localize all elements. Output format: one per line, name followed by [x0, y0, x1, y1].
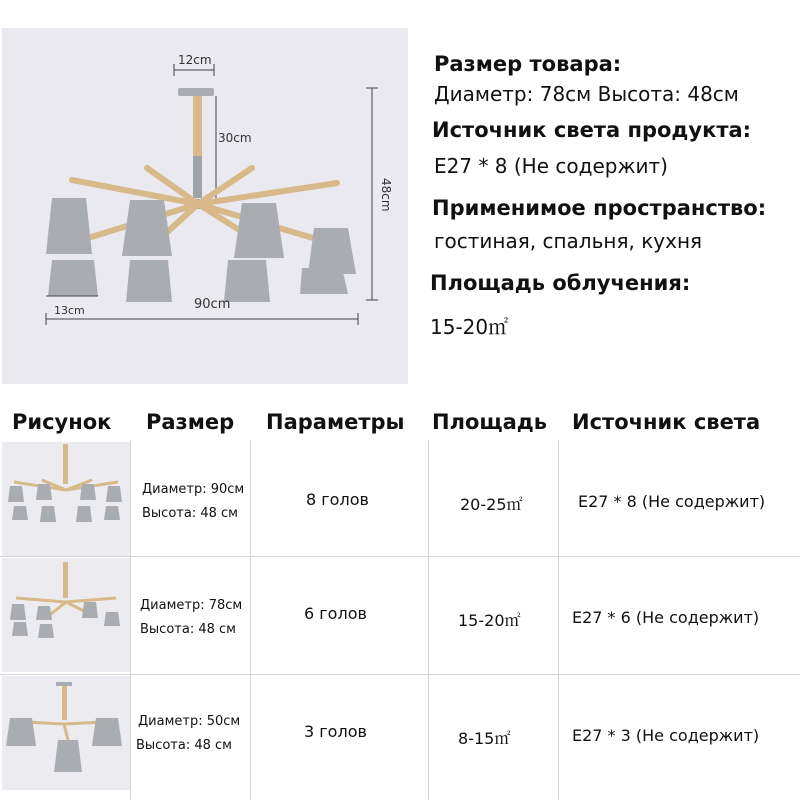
header-size: Размер	[146, 410, 235, 434]
product-thumbnail	[2, 676, 130, 790]
dim-height-label: 48cm	[379, 178, 393, 212]
area-value: 15-20㎡	[430, 315, 509, 339]
header-light-source: Источник света	[572, 410, 761, 434]
row-area: 8-15㎡	[458, 729, 511, 748]
table-row	[0, 676, 800, 792]
table-row	[0, 442, 800, 558]
light-source-heading: Источник света продукта:	[432, 118, 752, 142]
row-light: E27 * 3 (Не содержит)	[572, 726, 760, 745]
dim-top-label: 12cm	[178, 53, 212, 67]
row-area: 20-25㎡	[460, 495, 523, 514]
row-heads: 3 голов	[304, 722, 367, 741]
row-diameter: Диаметр: 90см	[142, 482, 245, 497]
dim-shade-label: 13cm	[54, 304, 85, 317]
row-heads: 6 голов	[304, 604, 367, 623]
dim-rod-label: 30cm	[218, 131, 252, 145]
size-heading: Размер товара:	[434, 52, 622, 76]
product-thumbnail	[2, 442, 130, 556]
header-params: Параметры	[266, 410, 405, 434]
table-row	[0, 558, 800, 674]
variants-table	[0, 410, 800, 800]
header-area: Площадь	[432, 410, 548, 434]
area-heading: Площадь облучения:	[430, 271, 691, 295]
light-source-value: E27 * 8 (Не содержит)	[434, 154, 668, 178]
header-picture: Рисунок	[12, 410, 112, 434]
row-diameter: Диаметр: 50см	[138, 714, 241, 729]
row-height: Высота: 48 см	[142, 506, 238, 521]
row-light: E27 * 8 (Не содержит)	[578, 492, 766, 511]
row-heads: 8 голов	[306, 490, 369, 509]
row-height: Высота: 48 см	[140, 622, 236, 637]
product-thumbnail	[2, 558, 130, 672]
size-value: Диаметр: 78см Высота: 48см	[434, 82, 739, 106]
row-area: 15-20㎡	[458, 611, 521, 630]
row-height: Высота: 48 см	[136, 738, 232, 753]
row-light: E27 * 6 (Не содержит)	[572, 608, 760, 627]
dim-width-label: 90cm	[194, 297, 231, 312]
space-heading: Применимое пространство:	[432, 196, 767, 220]
space-value: гостиная, спальня, кухня	[434, 229, 703, 253]
row-diameter: Диаметр: 78см	[140, 598, 243, 613]
